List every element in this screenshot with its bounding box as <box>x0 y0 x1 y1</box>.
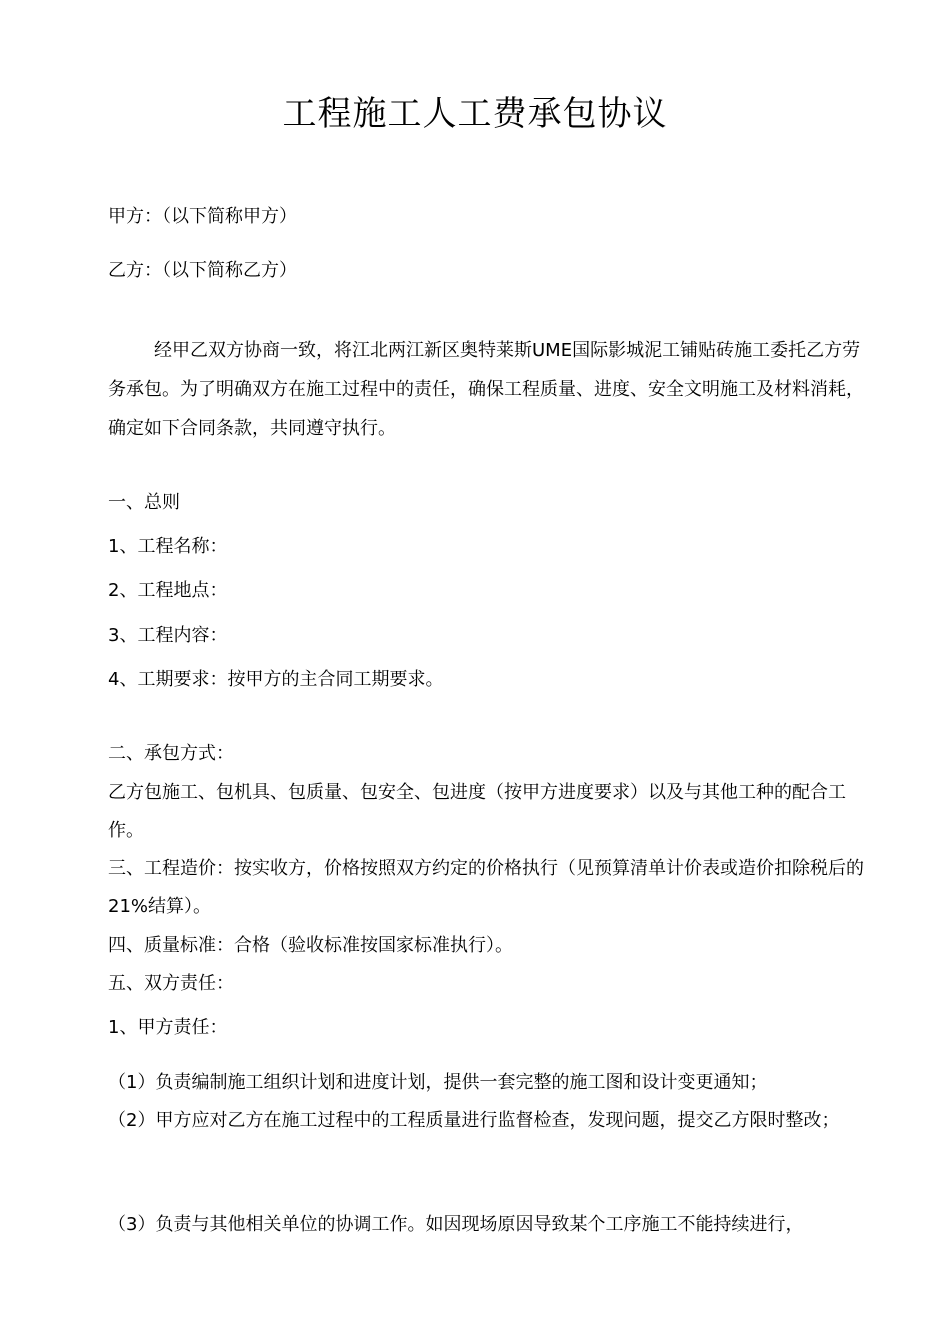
section-1-heading: 一、总则 <box>108 492 180 513</box>
section-5-sub1-heading: 1、甲方责任： <box>108 1017 228 1038</box>
document-title: 工程施工人工费承包协议 <box>282 94 668 134</box>
party-a-line: 甲方：（以下简称甲方） <box>108 206 297 227</box>
section-3-text: 三、工程造价：按实收方，价格按照双方约定的价格执行（见预算清单计价表或造价扣除税后的21%结算）。 <box>108 858 864 917</box>
party-a-duty-1: （1）负责编制施工组织计划和进度计划，提供一套完整的施工图和设计变更通知； <box>108 1072 768 1093</box>
section-1-item-name: 1、工程名称： <box>108 536 228 557</box>
section-1-item-content: 3、工程内容： <box>108 625 228 646</box>
section-2-text: 乙方包施工、包机具、包质量、包安全、包进度（按甲方进度要求）以及与其他工种的配合工作。 <box>108 782 846 841</box>
section-1-item-schedule: 4、工期要求：按甲方的主合同工期要求。 <box>108 669 444 690</box>
section-4-text: 四、质量标准：合格（验收标准按国家标准执行）。 <box>108 935 513 956</box>
section-5-heading: 五、双方责任： <box>108 973 234 994</box>
party-b-line: 乙方：（以下简称乙方） <box>108 260 297 281</box>
party-a-duty-2: （2）甲方应对乙方在施工过程中的工程质量进行监督检查，发现问题，提交乙方限时整改； <box>108 1110 840 1131</box>
section-2-heading: 二、承包方式： <box>108 743 234 764</box>
section-1-item-location: 2、工程地点： <box>108 580 228 601</box>
intro-paragraph: 经甲乙双方协商一致，将江北两江新区奥特莱斯UME国际影城泥工铺贴砖施工委托乙方劳务承包。为了明确双方在施工过程中的责任，确保工程质量、进度、安全文明施工及材料消耗，确定如下合同条款，共同遵守执行。 <box>108 340 864 439</box>
party-a-duty-3: （3）负责与其他相关单位的协调工作。如因现场原因导致某个工序施工不能持续进行， <box>108 1214 804 1235</box>
